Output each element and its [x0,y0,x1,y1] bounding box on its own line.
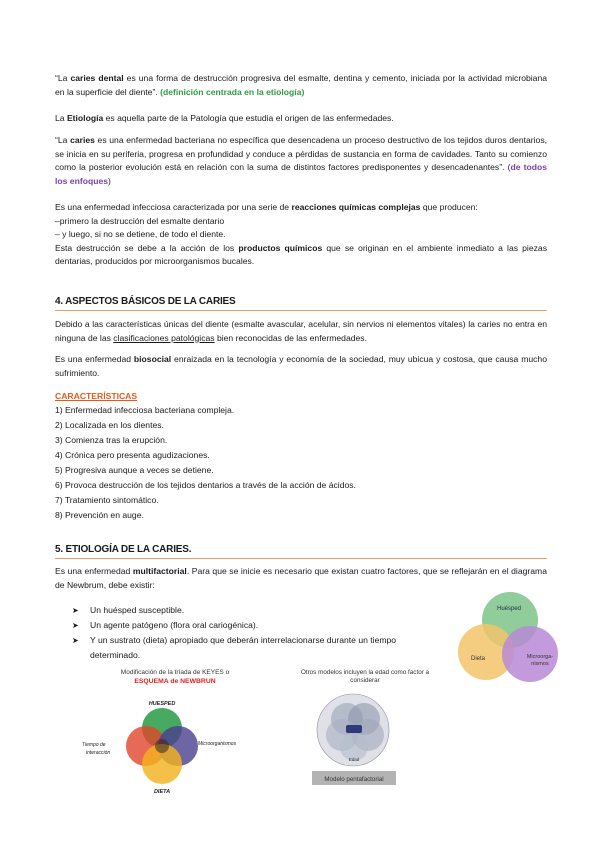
keyes-label-tiempo-1: Tiempo de [82,742,106,748]
section-4-rule [55,310,547,311]
factors-list [72,603,432,663]
characteristics-list [55,403,356,523]
list-item: 3) Comienza tras la erupción. [55,435,168,445]
penta-caption: Modelo pentafactorial [324,776,384,783]
list-item: 1) Enfermedad infecciosa bacteriana compleja. [55,405,235,415]
venn-label-dieta: Dieta [470,656,486,662]
arrow-bullet-icon: ➤ [72,621,79,630]
definition-paragraph-1: “La caries dental es una forma de destrucción progresiva del esmalte, dentina y cemento, iniciada por la actividad microbiana en la superficie del diente”. (definición centrada en la etiología) [55,73,548,97]
etiology-paragraph: La Etiología es aquella parte de la Patología que estudia el origen de las enfermedades. [55,113,394,123]
keyes-label-dieta: DIETA [153,789,171,795]
list-item: ➤ Y un sustrato (dieta) apropiado que deberán interrelacionarse durante un tiempo determinado. [72,633,432,663]
penta-label-edad: Edad [348,757,360,762]
keyes-subtitle: ESQUEMA de NEWBRUN [134,678,216,685]
list-item: 2) Localizada en los dientes. [55,420,164,430]
list-item: ➤ Un agente patógeno (flora oral cariogénica). [72,618,432,633]
keyes-center-overlap [155,739,169,753]
section-4-paragraph-2: Es una enfermedad biosocial enraizada en la tecnología y economía de la sociedad, muy ubicua y costosa, que causa mucho sufrimiento. [55,354,547,378]
chemical-reactions-paragraph: Es una enfermedad infecciosa caracterizada por una serie de reacciones químicas complejas que producen: –primero la destrucción del esmalte dentario – y luego, si no se detiene, de todo el diente. Esta destrucción se debe a la acción de los productos químicos que se originan en el ambiente inmediato a las piezas dentarias, producidos por microorganismos bucales. [55,202,547,267]
list-item: 8) Prevención en auge. [55,510,144,520]
keyes-label-huesped: HUESPED [148,701,176,707]
penta-center-box [346,725,362,733]
section-4-heading: 4. ASPECTOS BÁSICOS DE LA CARIES [55,296,236,307]
venn-label-micro-2: nismos [531,661,549,667]
list-item: 7) Tratamiento sintomático. [55,495,159,505]
venn-diagram-three-factors [452,588,562,690]
arrow-bullet-icon: ➤ [72,636,79,645]
list-item: ➤ Un huésped susceptible. [72,603,432,618]
penta-title-2: considerar [350,677,380,684]
venn-label-micro-1: Microorga- [526,654,554,660]
section-5-paragraph: Es una enfermedad multifactorial. Para que se inicie es necesario que existan cuatro factores, que se reflejarán en el diagrama de Newbrum, debe existir: [55,566,547,590]
arrow-bullet-icon: ➤ [72,606,79,615]
keyes-label-micro: Microorganismos [198,741,237,747]
section-5-rule [55,558,547,559]
section-4-paragraph-1: Debido a las características únicas del diente (esmalte avascular, acelular, sin nervios ni elementos vitales) la caries no entra en ninguna de las clasificaciones patológicas bien reconocidas de las enfermedades. [55,319,547,343]
definition-paragraph-2: “La caries es una enfermedad bacteriana no específica que desencadena un proceso destructivo de los tejidos duros dentarios, se inicia en su periferia, progresa en profundidad y conduce a pérdidas de sustancia en forma de cavidades. Tanto su comienzo como la posterior evolución está en relación con la suma de distintos factores predisponentes y desencadenantes”. (de todos los enfoques) [55,135,547,186]
penta-title-1: Otros modelos incluyen la edad como factor a [300,669,430,676]
venn-label-huesped: Huésped [496,606,522,612]
pentafactorial-diagram [280,667,450,791]
list-item: 6) Provoca destrucción de los tejidos dentarios a través de la acción de ácidos. [55,480,356,490]
keyes-title: Modificación de la tríada de KEYES o [120,669,230,676]
section-5-heading: 5. ETIOLOGÍA DE LA CARIES. [55,544,192,555]
list-item: 5) Progresiva aunque a veces se detiene. [55,465,214,475]
list-item: 4) Crónica pero presenta agudizaciones. [55,450,210,460]
keyes-newbrun-diagram [80,666,270,800]
characteristics-heading: CARACTERÍSTICAS [55,391,138,401]
keyes-label-tiempo-2: interacción [86,750,111,756]
